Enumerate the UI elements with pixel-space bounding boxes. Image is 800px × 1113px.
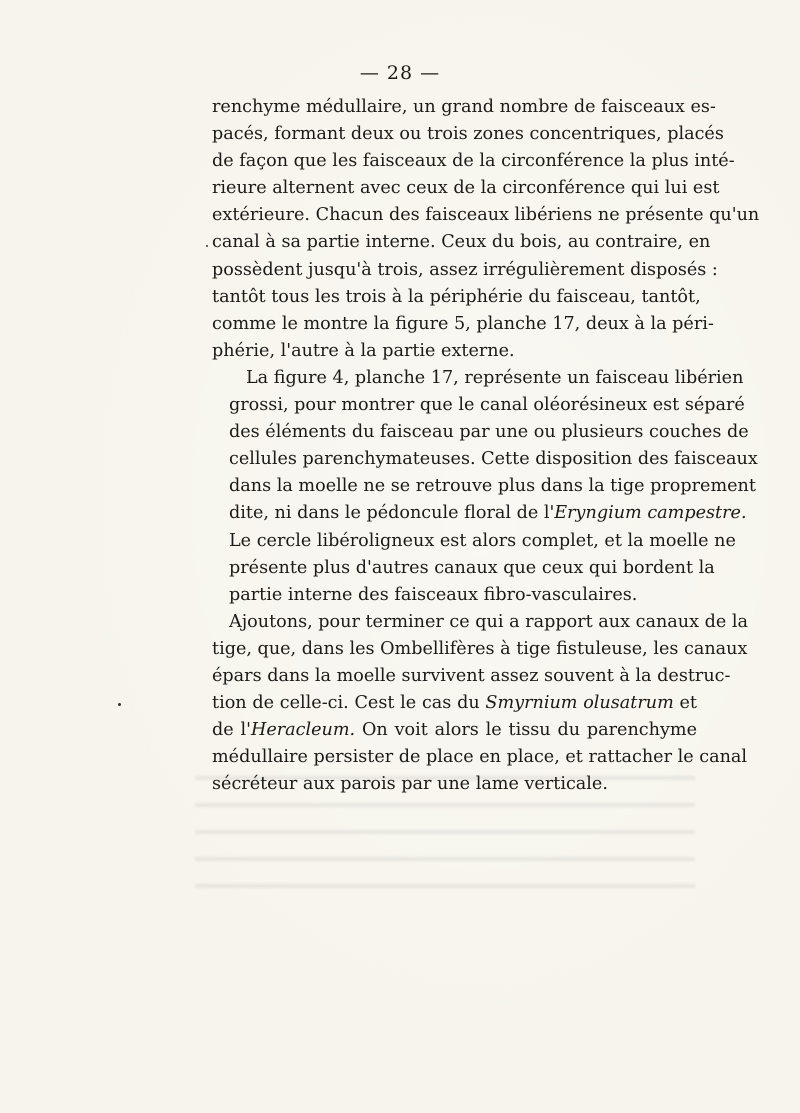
text-line: tige, que, dans les Ombellifères à tige fistuleuse, les canaux	[212, 638, 748, 659]
text-line: Le cercle libéroligneux est alors complet, et la moelle ne	[229, 530, 736, 551]
text-line: La figure 4, planche 17, représente un faisceau libérien	[246, 367, 744, 388]
text-line: Ajoutons, pour terminer ce qui a rapport aux canaux de la	[229, 611, 748, 632]
ink-speck	[206, 245, 208, 247]
text-line: extérieure. Chacun des faisceaux libériens ne présente qu'un	[212, 205, 760, 226]
text-line: dans la moelle ne se retrouve plus dans la tige proprement	[229, 476, 756, 497]
text-line: sécréteur aux parois par une lame verticale.	[212, 774, 608, 795]
text-line: tantôt tous les trois à la périphérie du faisceau, tantôt,	[212, 286, 701, 307]
ink-speck	[118, 703, 121, 706]
bleed-through-texture	[195, 760, 695, 910]
text-line-with-italic	[212, 717, 697, 744]
text-line: renchyme médullaire, un grand nombre de faisceaux es-	[212, 97, 716, 117]
text-line: de façon que les faisceaux de la circonférence la plus inté-	[212, 151, 735, 172]
text-line: des éléments du faisceau par une ou plusieurs couches de	[229, 422, 749, 443]
text-line-with-italic	[212, 500, 747, 527]
text-line: canal à sa partie interne. Ceux du bois, au contraire, en	[212, 232, 711, 253]
text-line: partie interne des faisceaux fibro-vasculaires.	[229, 584, 638, 605]
text-line: possèdent jusqu'à trois, assez irrégulièrement disposés :	[212, 259, 718, 280]
text-line: grossi, pour montrer que le canal oléorésineux est séparé	[229, 395, 745, 416]
text-line: cellules parenchymateuses. Cette disposition des faisceaux	[229, 449, 758, 470]
text-line: comme le montre la figure 5, planche 17, deux à la péri-	[212, 313, 714, 334]
text-line-with-italic	[212, 690, 697, 717]
text-line: médullaire persister de place en place, et rattacher le canal	[212, 747, 748, 768]
paragraph-2	[212, 365, 758, 609]
text-fragment: tion de celle-ci. Cest le cas du	[212, 693, 486, 714]
species-name: Eryngium campestre.	[554, 503, 747, 524]
text-line: épars dans la moelle survivent assez souvent à la destruc-	[212, 665, 731, 686]
text-line: pacés, formant deux ou trois zones concentriques, placés	[212, 124, 724, 145]
text-fragment: On voit alors le tissu du parenchyme	[355, 720, 697, 741]
body-text	[212, 94, 760, 798]
text-line: phérie, l'autre à la partie externe.	[212, 340, 515, 361]
page-number: — 28 —	[359, 62, 441, 84]
text-fragment: de l'	[212, 720, 251, 741]
text-fragment: dite, ni dans le pédoncule floral de l'	[229, 503, 555, 524]
text-line: rieure alternent avec ceux de la circonférence qui lui est	[212, 178, 720, 199]
text-fragment: et	[673, 693, 698, 714]
genus-name: Heracleum.	[250, 720, 356, 741]
species-name: Smyrnium olusatrum	[485, 693, 674, 714]
paragraph-1	[212, 94, 760, 365]
text-line: présente plus d'autres canaux que ceux qui bordent la	[229, 557, 715, 578]
